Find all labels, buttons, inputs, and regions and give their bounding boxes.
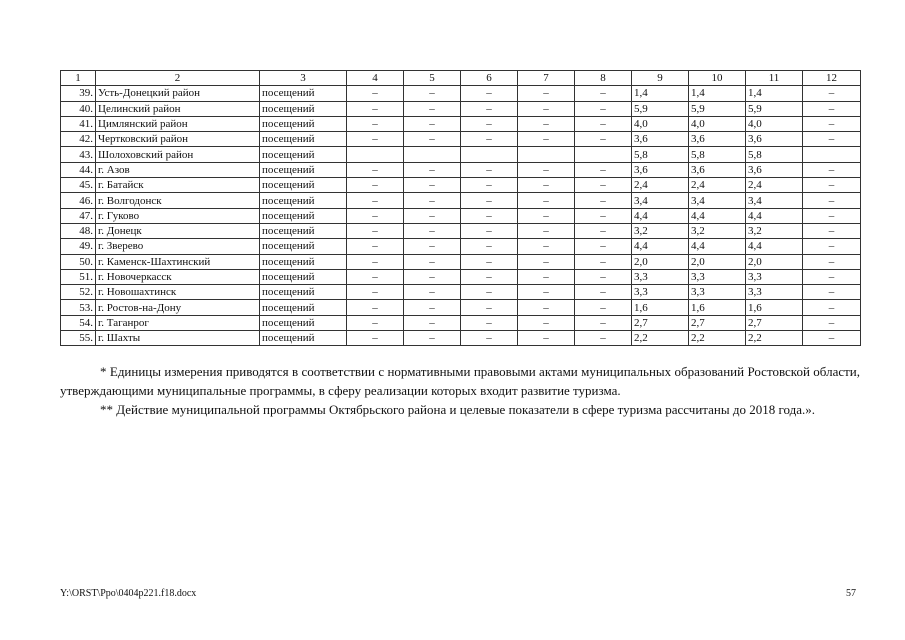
cell-col-4: – [347,208,404,223]
cell-col-7: – [518,132,575,147]
cell-col-12: – [803,269,861,284]
cell-unit: посещений [260,193,347,208]
cell-col-10: 4,4 [689,208,746,223]
cell-col-6: – [461,193,518,208]
cell-col-9: 2,0 [632,254,689,269]
cell-col-8: – [575,239,632,254]
cell-col-12: – [803,116,861,131]
cell-col-12: – [803,178,861,193]
cell-unit: посещений [260,239,347,254]
cell-col-10: 4,0 [689,116,746,131]
cell-unit: посещений [260,269,347,284]
cell-col-12: – [803,331,861,346]
cell-col-8: – [575,162,632,177]
cell-col-7: – [518,162,575,177]
cell-col-10: 5,8 [689,147,746,162]
cell-unit: посещений [260,315,347,330]
cell-col-6: – [461,208,518,223]
table-row [61,208,861,223]
cell-unit: посещений [260,86,347,101]
cell-col-5 [404,147,461,162]
cell-col-10: 1,4 [689,86,746,101]
cell-municipality-name: г. Волгодонск [96,193,260,208]
table-row [61,239,861,254]
cell-row-number: 49. [61,239,96,254]
cell-col-4: – [347,223,404,238]
cell-col-4: – [347,331,404,346]
table-header-row [61,71,861,86]
cell-col-6: – [461,116,518,131]
cell-row-number: 39. [61,86,96,101]
cell-municipality-name: г. Новочеркасск [96,269,260,284]
cell-col-7: – [518,178,575,193]
cell-municipality-name: Шолоховский район [96,147,260,162]
cell-row-number: 48. [61,223,96,238]
cell-col-4: – [347,86,404,101]
cell-col-12: – [803,132,861,147]
column-header-11: 11 [746,71,803,86]
cell-col-9: 4,4 [632,239,689,254]
cell-col-5: – [404,285,461,300]
cell-col-4: – [347,178,404,193]
cell-col-12: – [803,300,861,315]
cell-col-4: – [347,300,404,315]
cell-col-4: – [347,315,404,330]
cell-unit: посещений [260,208,347,223]
cell-col-8: – [575,86,632,101]
cell-col-6: – [461,285,518,300]
cell-row-number: 54. [61,315,96,330]
cell-col-7: – [518,193,575,208]
cell-municipality-name: г. Донецк [96,223,260,238]
cell-col-9: 3,6 [632,162,689,177]
cell-col-12: – [803,86,861,101]
footer-file-path: Y:\ORST\Ppo\0404p221.f18.docx [60,588,197,599]
column-header-10: 10 [689,71,746,86]
cell-col-4: – [347,254,404,269]
cell-unit: посещений [260,101,347,116]
cell-col-11: 3,4 [746,193,803,208]
cell-col-10: 3,3 [689,269,746,284]
column-header-7: 7 [518,71,575,86]
cell-col-6: – [461,269,518,284]
cell-col-6: – [461,101,518,116]
cell-col-10: 2,7 [689,315,746,330]
cell-municipality-name: г. Гуково [96,208,260,223]
cell-col-5: – [404,239,461,254]
cell-col-8: – [575,208,632,223]
cell-col-6 [461,147,518,162]
cell-unit: посещений [260,132,347,147]
cell-col-12: – [803,223,861,238]
cell-col-9: 3,6 [632,132,689,147]
cell-col-6: – [461,162,518,177]
cell-col-6: – [461,223,518,238]
cell-col-7: – [518,331,575,346]
cell-row-number: 51. [61,269,96,284]
table-row [61,162,861,177]
cell-col-5: – [404,116,461,131]
cell-col-7: – [518,315,575,330]
cell-col-9: 2,2 [632,331,689,346]
cell-col-9: 1,4 [632,86,689,101]
cell-col-9: 4,4 [632,208,689,223]
cell-col-10: 3,2 [689,223,746,238]
cell-col-6: – [461,331,518,346]
footnote-units: * Единицы измерения приводятся в соответствии с нормативными правовыми актами муниципальных образований Ростовской области, утверждающими муниципальные программы, в сферу реализации которых входит развитие туризма. [60,364,860,398]
cell-col-9: 3,3 [632,285,689,300]
cell-col-7: – [518,285,575,300]
cell-col-4: – [347,239,404,254]
cell-col-5: – [404,193,461,208]
cell-municipality-name: Цимлянский район [96,116,260,131]
cell-col-8: – [575,285,632,300]
cell-col-8: – [575,132,632,147]
cell-col-8 [575,147,632,162]
cell-unit: посещений [260,331,347,346]
column-header-12: 12 [803,71,861,86]
column-header-1: 1 [61,71,96,86]
cell-col-11: 5,8 [746,147,803,162]
cell-municipality-name: Чертковский район [96,132,260,147]
cell-col-5: – [404,101,461,116]
cell-col-12: – [803,254,861,269]
cell-col-7: – [518,254,575,269]
column-header-5: 5 [404,71,461,86]
cell-col-10: 3,3 [689,285,746,300]
cell-col-5: – [404,269,461,284]
cell-row-number: 55. [61,331,96,346]
cell-col-6: – [461,132,518,147]
cell-col-5: – [404,331,461,346]
cell-col-6: – [461,239,518,254]
column-header-3: 3 [260,71,347,86]
cell-col-9: 2,4 [632,178,689,193]
cell-col-9: 3,3 [632,269,689,284]
column-header-2: 2 [96,71,260,86]
cell-unit: посещений [260,116,347,131]
cell-municipality-name: Целинский район [96,101,260,116]
table-row [61,86,861,101]
cell-col-4: – [347,162,404,177]
cell-col-4: – [347,193,404,208]
cell-row-number: 40. [61,101,96,116]
cell-col-11: 3,2 [746,223,803,238]
cell-col-8: – [575,101,632,116]
cell-col-12: – [803,101,861,116]
cell-row-number: 46. [61,193,96,208]
cell-col-11: 3,3 [746,269,803,284]
cell-col-10: 3,4 [689,193,746,208]
footer-page-number: 57 [846,588,856,599]
cell-col-11: 2,2 [746,331,803,346]
cell-row-number: 41. [61,116,96,131]
cell-col-5: – [404,86,461,101]
cell-col-12: – [803,239,861,254]
footnotes [60,362,860,419]
cell-col-8: – [575,300,632,315]
cell-col-9: 5,8 [632,147,689,162]
table-row [61,269,861,284]
cell-col-10: 2,0 [689,254,746,269]
cell-col-5: – [404,208,461,223]
cell-col-10: 3,6 [689,162,746,177]
cell-unit: посещений [260,223,347,238]
cell-col-6: – [461,254,518,269]
cell-col-6: – [461,178,518,193]
table-body [61,86,861,346]
table-row [61,178,861,193]
cell-row-number: 42. [61,132,96,147]
table-row [61,116,861,131]
cell-unit: посещений [260,162,347,177]
cell-col-10: 1,6 [689,300,746,315]
cell-col-11: 3,6 [746,132,803,147]
cell-col-7: – [518,86,575,101]
cell-municipality-name: г. Шахты [96,331,260,346]
cell-row-number: 45. [61,178,96,193]
cell-unit: посещений [260,147,347,162]
cell-row-number: 52. [61,285,96,300]
cell-col-10: 2,2 [689,331,746,346]
cell-col-11: 4,4 [746,208,803,223]
cell-row-number: 44. [61,162,96,177]
cell-col-8: – [575,254,632,269]
cell-col-5: – [404,223,461,238]
cell-col-4: – [347,132,404,147]
cell-col-6: – [461,300,518,315]
table-row [61,101,861,116]
cell-col-10: 4,4 [689,239,746,254]
cell-row-number: 50. [61,254,96,269]
cell-unit: посещений [260,285,347,300]
cell-col-6: – [461,315,518,330]
table-row [61,285,861,300]
cell-unit: посещений [260,254,347,269]
footnote-oktyabrsky: ** Действие муниципальной программы Октябрьского района и целевые показатели в сфере туризма рассчитаны до 2018 года.». [100,402,815,417]
cell-col-8: – [575,315,632,330]
table-row [61,223,861,238]
column-header-9: 9 [632,71,689,86]
cell-col-5: – [404,162,461,177]
cell-col-12: – [803,315,861,330]
column-header-8: 8 [575,71,632,86]
cell-col-7 [518,147,575,162]
cell-municipality-name: г. Таганрог [96,315,260,330]
cell-col-5: – [404,178,461,193]
cell-row-number: 53. [61,300,96,315]
cell-col-9: 3,4 [632,193,689,208]
cell-col-4: – [347,101,404,116]
table-row [61,300,861,315]
cell-col-12 [803,147,861,162]
cell-unit: посещений [260,300,347,315]
cell-col-4: – [347,269,404,284]
cell-col-11: 3,3 [746,285,803,300]
cell-col-11: 3,6 [746,162,803,177]
cell-municipality-name: г. Ростов-на-Дону [96,300,260,315]
cell-municipality-name: г. Азов [96,162,260,177]
cell-col-8: – [575,269,632,284]
cell-col-5: – [404,254,461,269]
column-header-4: 4 [347,71,404,86]
cell-municipality-name: г. Новошахтинск [96,285,260,300]
cell-col-11: 2,0 [746,254,803,269]
cell-col-9: 2,7 [632,315,689,330]
table-row [61,331,861,346]
cell-col-9: 3,2 [632,223,689,238]
cell-municipality-name: г. Каменск-Шахтинский [96,254,260,269]
cell-col-8: – [575,193,632,208]
cell-col-5: – [404,132,461,147]
table-row [61,254,861,269]
cell-col-4: – [347,285,404,300]
cell-col-12: – [803,285,861,300]
cell-col-12: – [803,193,861,208]
cell-col-7: – [518,239,575,254]
column-header-6: 6 [461,71,518,86]
cell-col-11: 4,4 [746,239,803,254]
cell-col-9: 4,0 [632,116,689,131]
table-row [61,193,861,208]
cell-col-7: – [518,208,575,223]
table-row [61,132,861,147]
cell-municipality-name: Усть-Донецкий район [96,86,260,101]
cell-col-11: 4,0 [746,116,803,131]
cell-col-7: – [518,300,575,315]
cell-col-10: 2,4 [689,178,746,193]
cell-col-11: 1,4 [746,86,803,101]
cell-col-9: 5,9 [632,101,689,116]
cell-col-6: – [461,86,518,101]
cell-col-7: – [518,116,575,131]
table-row [61,147,861,162]
cell-row-number: 47. [61,208,96,223]
cell-col-11: 2,4 [746,178,803,193]
cell-col-10: 5,9 [689,101,746,116]
cell-row-number: 43. [61,147,96,162]
cell-col-11: 5,9 [746,101,803,116]
cell-col-7: – [518,101,575,116]
cell-col-8: – [575,178,632,193]
cell-col-8: – [575,223,632,238]
cell-col-4 [347,147,404,162]
cell-unit: посещений [260,178,347,193]
table-row [61,315,861,330]
cell-col-12: – [803,208,861,223]
cell-col-10: 3,6 [689,132,746,147]
cell-col-9: 1,6 [632,300,689,315]
cell-col-4: – [347,116,404,131]
cell-municipality-name: г. Зверево [96,239,260,254]
cell-col-11: 2,7 [746,315,803,330]
cell-col-11: 1,6 [746,300,803,315]
cell-col-7: – [518,269,575,284]
cell-col-7: – [518,223,575,238]
cell-col-5: – [404,315,461,330]
cell-col-5: – [404,300,461,315]
indicators-table [60,70,861,346]
cell-col-12: – [803,162,861,177]
cell-col-8: – [575,331,632,346]
cell-municipality-name: г. Батайск [96,178,260,193]
cell-col-8: – [575,116,632,131]
